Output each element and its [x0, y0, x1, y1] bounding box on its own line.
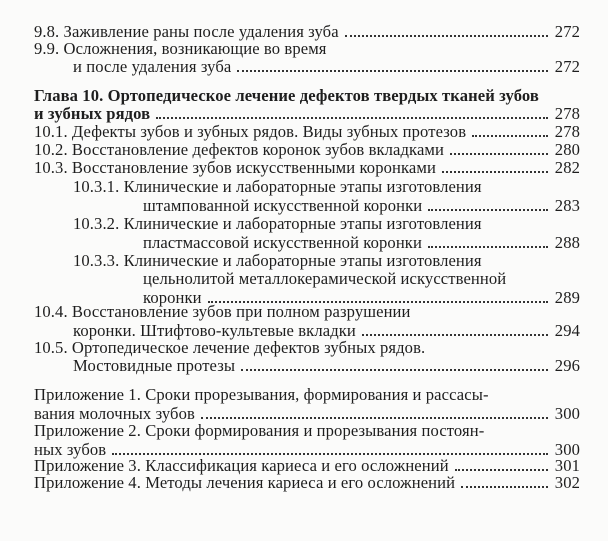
toc-line: Приложение 1. Сроки прорезывания, формирования и рассасы-	[34, 385, 489, 404]
leader-dots	[450, 153, 548, 155]
toc-page-number: 282	[554, 158, 580, 177]
toc-entry-title: Мостовидные протезы	[73, 356, 236, 375]
toc-page-number: 272	[554, 22, 580, 41]
chapter-title: Глава 10. Ортопедическое лечение дефектов твердых тканей зубов	[34, 86, 539, 105]
toc-entry-title: 10.2. Восстановление дефектов коронок зубов вкладками	[34, 140, 445, 159]
leader-dots	[455, 469, 548, 471]
toc-line	[34, 140, 580, 160]
toc-entry-title: коронки	[143, 288, 202, 307]
toc-page-number: 294	[554, 321, 580, 340]
toc-page-number: 296	[554, 356, 580, 375]
toc-line	[34, 122, 580, 142]
toc-entry-title: коронки. Штифтово-культевые вкладки	[73, 321, 356, 340]
toc-entry-title: Приложение 4. Методы лечения кариеса и его осложнений	[34, 473, 456, 492]
toc-entry-title: Приложение 3. Классификация кариеса и его осложнений	[34, 456, 449, 475]
toc-line: 9.9. Осложнения, возникающие во время	[34, 39, 327, 58]
leader-dots	[112, 453, 548, 455]
toc-page-number: 300	[554, 404, 580, 423]
toc-entry-title: вания молочных зубов	[34, 404, 195, 423]
toc-page-number: 283	[554, 196, 580, 215]
toc-page-number: 289	[554, 288, 580, 307]
toc-page-number: 301	[554, 456, 580, 475]
toc-page-number: 272	[554, 57, 580, 76]
leader-dots	[442, 171, 548, 173]
toc-line	[73, 57, 580, 77]
toc-line: 10.5. Ортопедическое лечение дефектов зубных рядов.	[34, 338, 426, 357]
toc-entry-title: 10.1. Дефекты зубов и зубных рядов. Виды зубных протезов	[34, 122, 467, 141]
toc-page-number: 288	[554, 233, 580, 252]
toc-page-number: 300	[554, 440, 580, 459]
leader-dots	[345, 35, 548, 37]
toc-entry-title: ных зубов	[34, 440, 107, 459]
toc-entry-title: 10.3. Восстановление зубов искусственными коронками	[34, 158, 436, 177]
toc-line	[143, 233, 580, 253]
toc-line	[73, 356, 580, 376]
toc-line	[143, 196, 580, 216]
toc-line: Приложение 2. Сроки формирования и прорезывания постоян-	[34, 421, 485, 440]
toc-line	[34, 473, 580, 493]
toc-page-number: 302	[554, 473, 580, 492]
toc-line: 10.3.1. Клинические и лабораторные этапы изготовления	[73, 177, 482, 196]
toc-entry-title: штампованной искусственной коронки	[143, 196, 423, 215]
chapter-title-cont: и зубных рядов	[34, 104, 151, 123]
leader-dots	[201, 417, 548, 419]
toc-line	[34, 158, 580, 178]
leader-dots	[241, 369, 548, 371]
leader-dots	[428, 209, 548, 211]
leader-dots	[156, 117, 548, 119]
toc-entry-title: и после удаления зуба	[73, 57, 232, 76]
toc-page-number: 278	[554, 104, 580, 123]
toc-line: 10.4. Восстановление зубов при полном разрушении	[34, 302, 411, 321]
leader-dots	[237, 70, 547, 72]
toc-line	[34, 104, 580, 124]
toc-entry-title: пластмассовой искусственной коронки	[143, 233, 422, 252]
leader-dots	[472, 135, 548, 137]
toc-entry-title: 9.8. Заживление раны после удаления зуба	[34, 22, 339, 41]
toc-line: цельнолитой металлокерамической искусственной	[143, 269, 507, 288]
leader-dots	[362, 334, 548, 336]
toc-line: 10.3.3. Клинические и лабораторные этапы изготовления	[73, 251, 482, 270]
toc-line: 10.3.2. Клинические и лабораторные этапы изготовления	[73, 214, 482, 233]
toc-page-number: 280	[554, 140, 580, 159]
toc-page-number: 278	[554, 122, 580, 141]
leader-dots	[428, 246, 548, 248]
leader-dots	[461, 486, 548, 488]
